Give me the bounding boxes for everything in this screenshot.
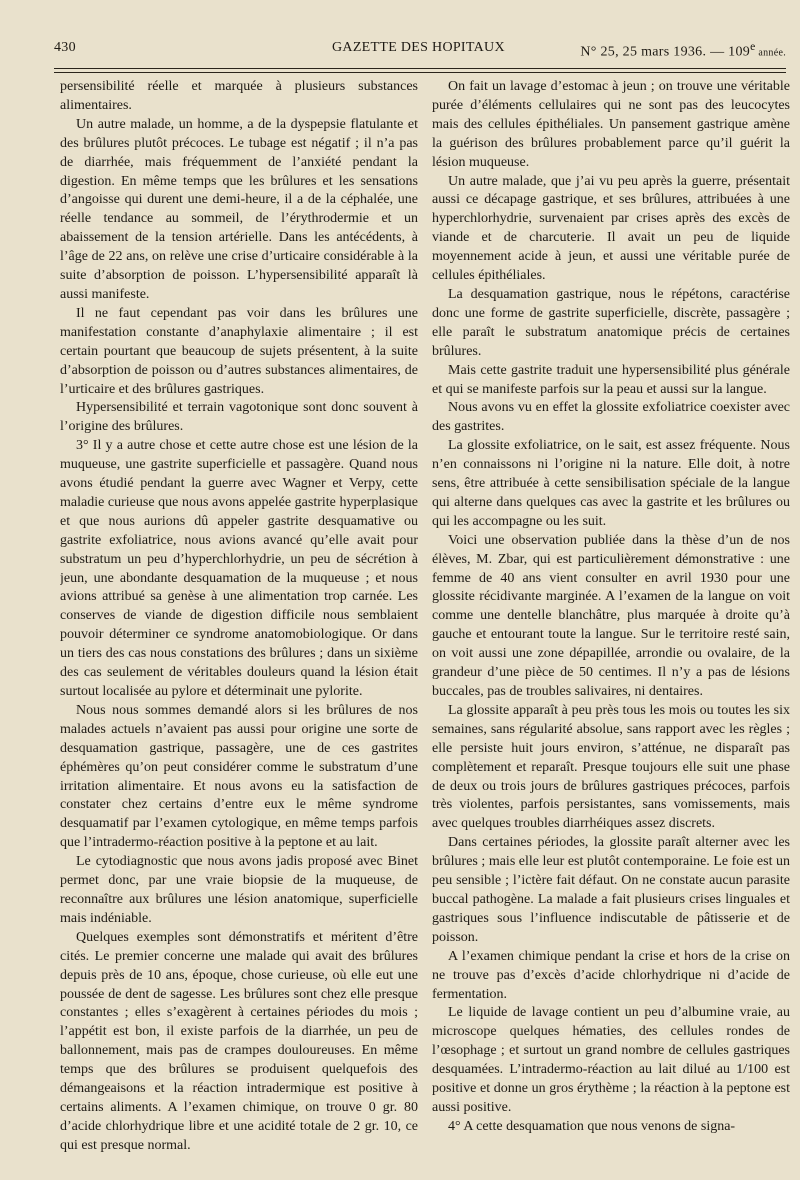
journal-title: GAZETTE DES HOPITAUX <box>332 40 505 55</box>
issue-number-date: N° 25, 25 mars 1936. — 109 <box>580 44 751 60</box>
paragraph: A l’examen chimique pendant la crise et hors de la crise on ne trouve pas d’excès d’acide chlorhydrique ni d’acide de fermentation. <box>432 948 790 1002</box>
paragraph: Il ne faut cependant pas voir dans les brûlures une manifestation constante d’anaphylaxie alimentaire ; il est certain pourtant que beaucoup de sujets présentent, à la suite d’absorption de poisson ou d’autres substances alimentaires, de l’urticaire et des brûlures gastriques. <box>60 305 418 397</box>
running-header <box>54 40 786 62</box>
paragraph: persensibilité réelle et marquée à plusieurs substances alimentaires. <box>60 79 418 113</box>
paragraph: Un autre malade, un homme, a de la dyspepsie flatulante et des brûlures plutôt précoces. Le tubage est négatif ; il n’a pas de diarrhée, mais fréquemment de l’anxiété pendant la digestion. En même temps que les brûlures et les sensations d’angoisse qui durent une demi-heure, il a de la céphalée, une réelle tendance au sommeil, de l’érythrodermie et un abaissement de la tension artérielle. Dans les antécédents, à l’âge de 22 ans, on relève une crise d’urticaire considérable à la suite d’absorption de poisson. L’hypersensibilité apparaît là aussi manifeste. <box>60 116 418 302</box>
paragraph: Voici une observation publiée dans la thèse d’un de nos élèves, M. Zbar, qui est particulièrement démonstrative : une femme de 40 ans vient consulter en avril 1930 pour une glossite récidivante marginée. A l’examen de la langue on voit comme une dentelle blanchâtre, plus marquée à droite qu’à gauche et entourant toute la langue. Sur le territoire resté sain, on voit aussi une zone dépapillée, arrondie ou ovalaire, de la grandeur d’une pièce de 50 centimes. Il n’y a pas de lésions buccales, pas de troubles salivaires, ni dentaires. <box>432 532 790 699</box>
paragraph: Nous avons vu en effet la glossite exfoliatrice coexister avec des gastrites. <box>432 400 790 435</box>
paragraph: Le liquide de lavage contient un peu d’albumine vraie, au microscope quelques hématies, des cellules rondes de l’œsophage ; et surtout un grand nombre de cellules gastriques desquamées. L’intradermo-réaction au lait dilué au 1/100 est positive et donne un gros érythème ; la réaction à la peptone est aussi positive. <box>432 1005 790 1115</box>
issue-info <box>580 40 786 61</box>
article-body <box>60 78 790 1173</box>
paragraph: Dans certaines périodes, la glossite paraît alterner avec les brûlures ; mais elle leur est plutôt contemporaine. Le foie est un peu sensible ; l’ictère fait défaut. On ne constate aucun parasite buccal pathogène. La malade a fait plusieurs crises linguales et gastriques sous l’influence indiscutable de pâtisserie et de poisson. <box>432 835 790 945</box>
issue-year-suffix: année. <box>755 47 786 59</box>
paragraph: 4° A cette desquamation que nous venons de signa- <box>448 1118 736 1134</box>
right-column <box>432 78 790 1173</box>
paragraph: Hypersensibilité et terrain vagotonique sont donc souvent à l’origine des brûlures. <box>60 400 418 435</box>
paragraph: 3° Il y a autre chose et cette autre chose est une lésion de la muqueuse, une gastrite superficielle et passagère. Quand nous avons étudié pendant la guerre avec Wagner et Verpy, cette maladie curieuse que nous avons appelée gastrite hyperplasique et que nous aurions dû appeler gastrite desquamative ou gastrite exfoliatrice, nous avions avancé qu’elle avait pour substratum un peu d’hyperchlorhydrie, un peu de sécrétion à jeun, une abondante desquamation de la muqueuse ; et nous avions attribué sa genèse à une alimentation trop carnée. Les conserves de viande de digestion difficile nous semblaient pouvoir déterminer ce syndrome anatomobiologique. Or dans un tiers des cas nous constations des brûlures ; dans un sixième des cas seulement de véritables douleurs quand la lésion était surtout localisée au pylore et déterminait une pylorite. <box>60 438 418 699</box>
header-rule-bottom <box>54 72 786 73</box>
paragraph: Mais cette gastrite traduit une hypersensibilité plus générale et qui se manifeste parfois sur la peau et aussi sur la langue. <box>432 362 790 397</box>
paragraph: Le cytodiagnostic que nous avons jadis proposé avec Binet permet donc, par une vraie biopsie de la muqueuse, de reconnaître aux brûlures une lésion anatomique, superficielle mais indéniable. <box>60 854 418 926</box>
paragraph: La glossite exfoliatrice, on le sait, est assez fréquente. Nous n’en connaissons ni l’origine ni la nature. Elle doit, à notre sens, être attribuée à cette sensibilisation spéciale de la langue qui alterne dans quelques cas avec la gastrite et les brûlures ou qui les accompagne ou les suit. <box>432 438 790 529</box>
paragraph: Nous nous sommes demandé alors si les brûlures de nos malades actuels n’avaient pas aussi pour origine une sorte de desquamation gastrique, passagère, une de ces gastrites éphémères qu’on peut considérer comme le substratum d’une irritation alimentaire. Et nous avons eu la satisfaction de constater chez certains d’entre eux le même syndrome desquamatif par l’examen cytologique, en même temps parfois que l’intradermo-réaction positive à la peptone et au lait. <box>60 702 418 851</box>
paragraph: Quelques exemples sont démonstratifs et méritent d’être cités. Le premier concerne une malade qui avait des brûlures depuis près de 10 ans, époque, chose curieuse, où elle eut une poussée de dent de sagesse. Les brûlures sont chez elle presque constantes ; elles s’exagèrent à certaines périodes du mois ; l’appétit est bon, il existe parfois de la diarrhée, un peu de ballonnement, mais pas de crampes douloureuses. En même temps que des brûlures se produisent quelquefois des démangeaisons et la réaction intradermique est positive à certains aliments. A l’examen chimique, on trouve 0 gr. 80 d’acide chlorhydrique libre et une acidité totale de 2 gr. 10, ce qui est presque normal. <box>60 929 418 1153</box>
issue-ordinal-sup: e <box>750 40 756 53</box>
page-number: 430 <box>54 40 76 55</box>
left-column <box>60 78 418 1173</box>
header-rule-top <box>54 68 786 69</box>
paragraph: Un autre malade, que j’ai vu peu après la guerre, présentait aussi ce décapage gastrique, et ses brûlures, attribuées à une hyperchlorhydrie, survenaient par crises après des excès de viande et de charcuterie. Il avait un peu de liquide moyennement acide à jeun, et aussi une véritable purée de cellules épithéliales. <box>432 173 790 284</box>
paragraph: La desquamation gastrique, nous le répétons, caractérise donc une forme de gastrite superficielle, discrète, passagère ; elle paraît le substratum anatomique précis de certaines brûlures. <box>432 286 790 359</box>
paragraph: La glossite apparaît à peu près tous les mois ou toutes les six semaines, sans régularité absolue, sans rapport avec les règles ; elle persiste huit jours environ, s’atténue, ne disparaît pas complètement et reparaît. Presque toujours elle suit une phase de deux ou trois jours de brûlures gastriques précoces, parfois très violentes, parfois persistantes, sans vomissements, mais avec quelques troubles diarrhéiques assez discrets. <box>432 702 790 832</box>
paragraph: On fait un lavage d’estomac à jeun ; on trouve une véritable purée d’éléments cellulaires qui ne sont pas des leucocytes mais des cellules épithéliales. Un pansement gastrique amène la guérison des brûlures probablement parce qu’il guérit la lésion muqueuse. <box>432 79 790 170</box>
